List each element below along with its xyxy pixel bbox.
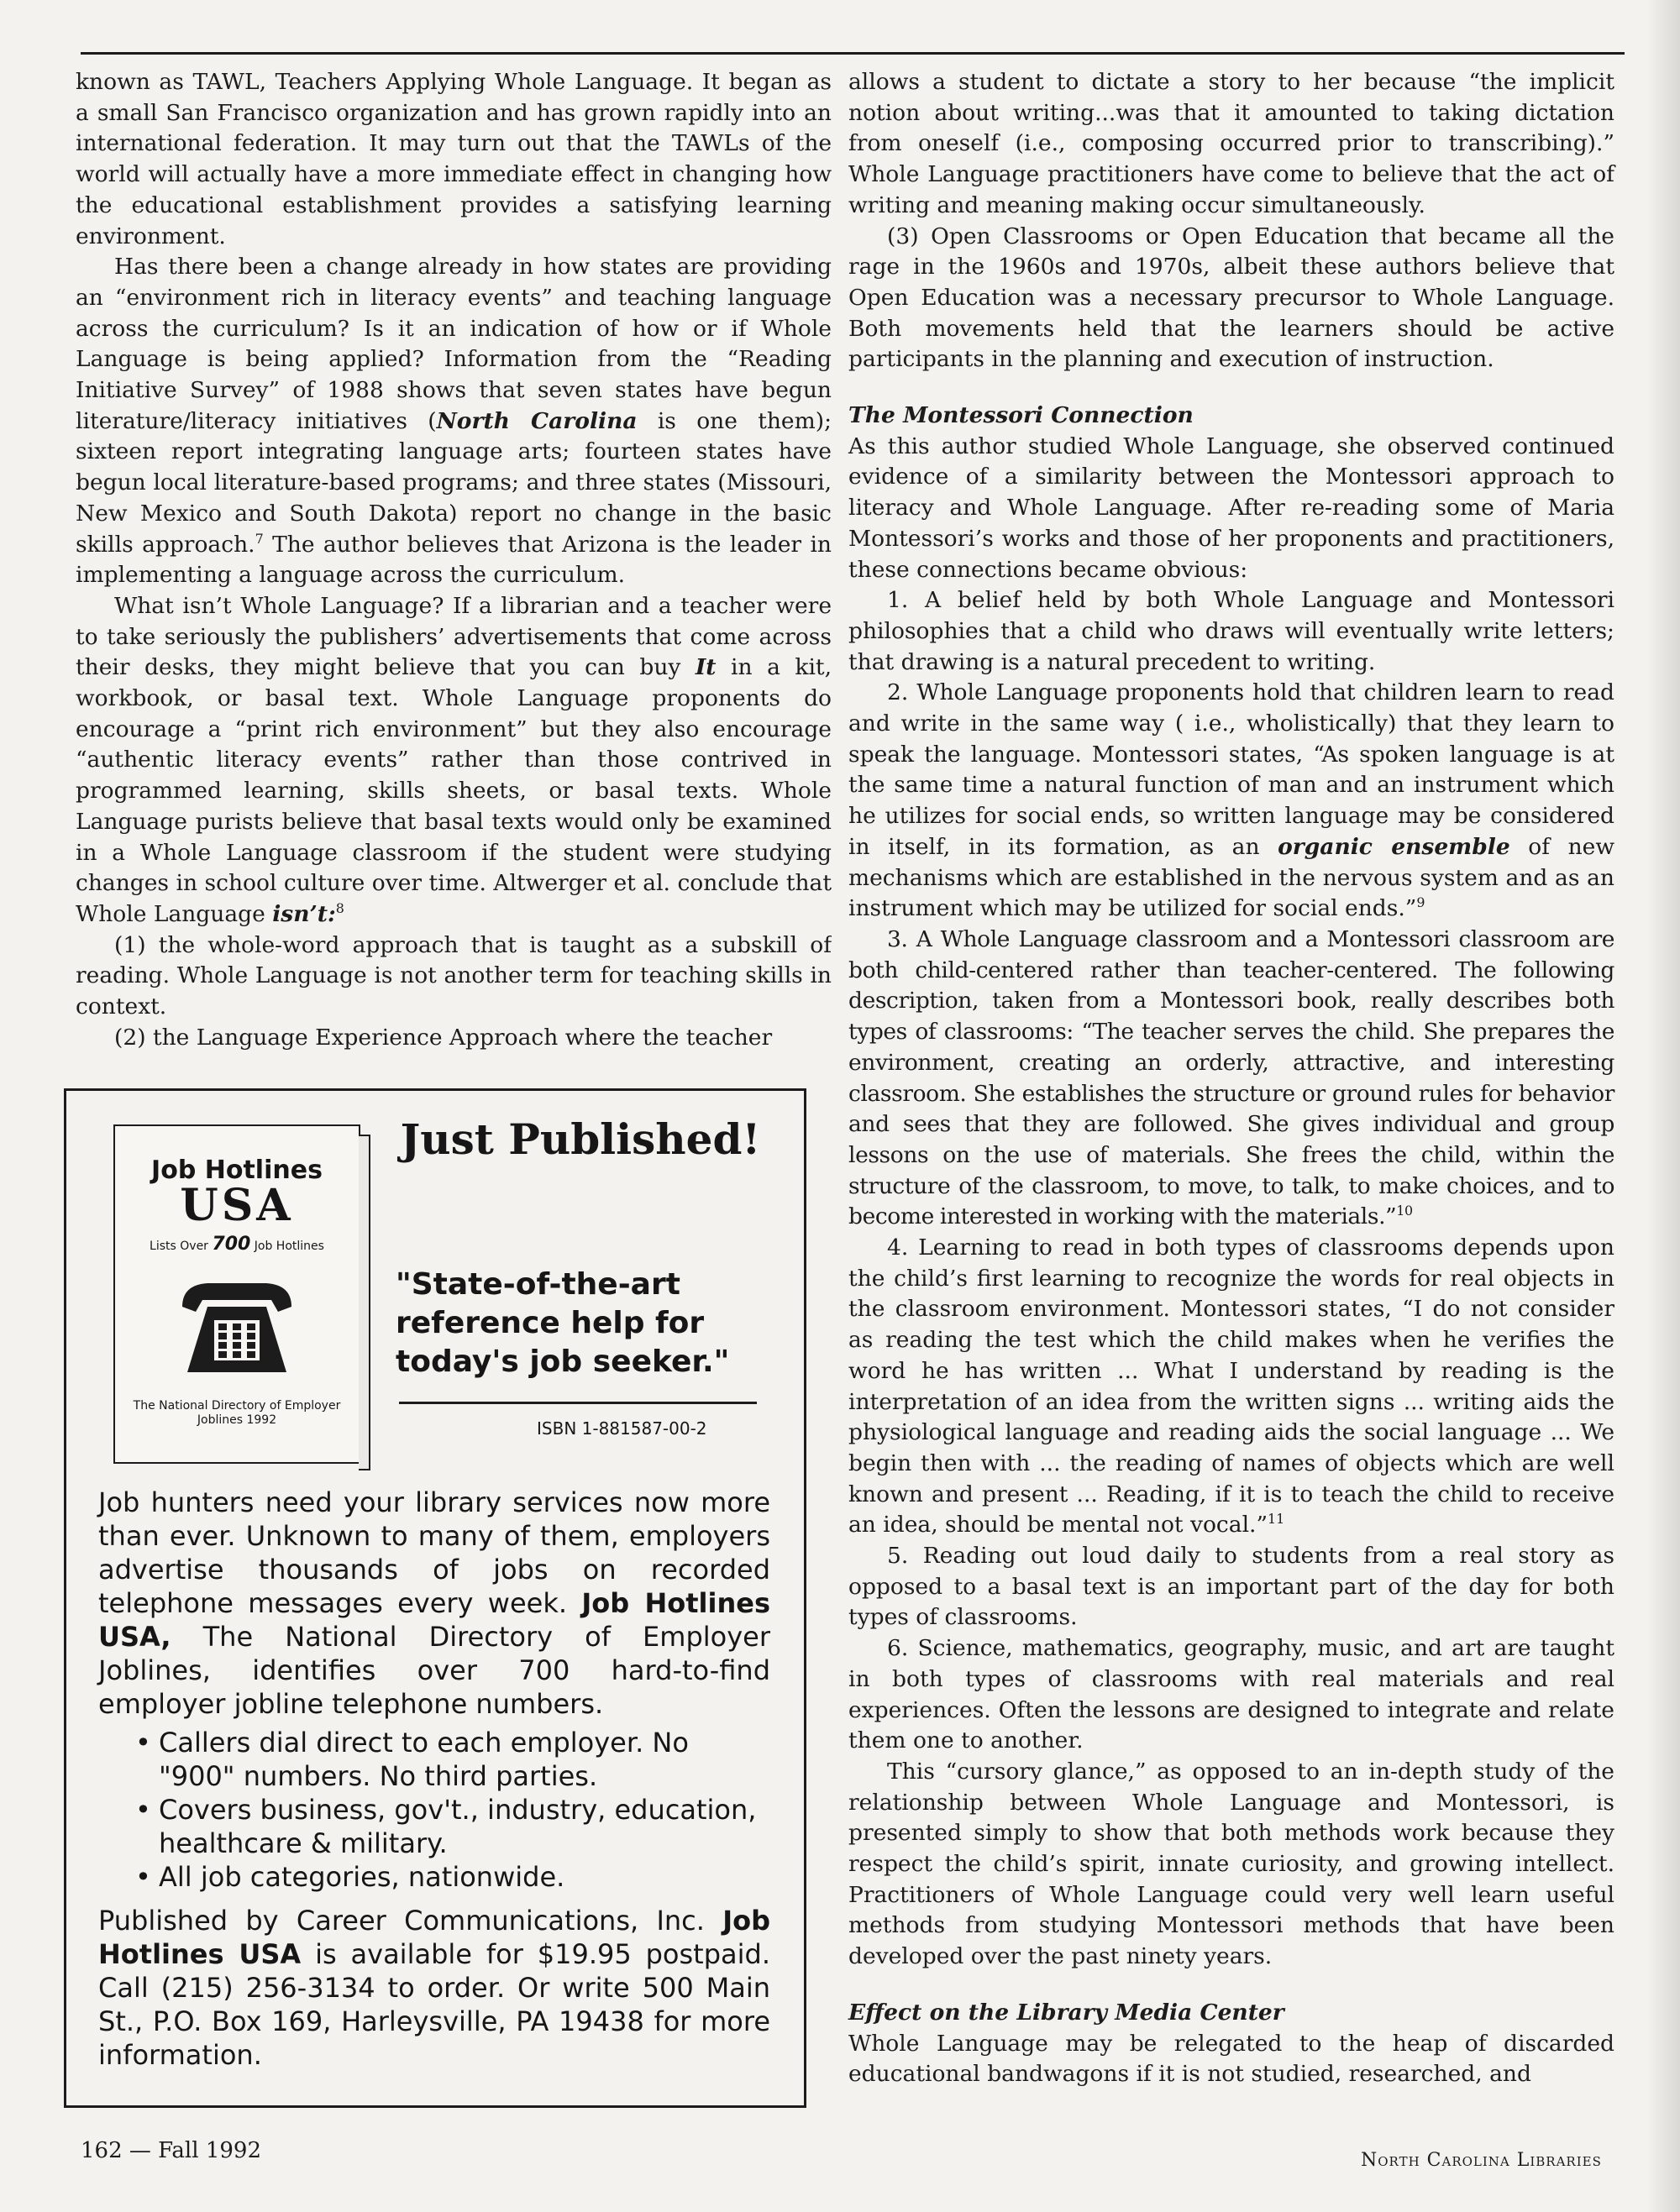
- right-column: [848, 67, 1614, 2090]
- section-heading: Effect on the Library Media Center: [848, 1999, 1284, 2026]
- paragraph: 2. Whole Language proponents hold that children learn to read and write in the same way ( i.e., wholistically) that they learn to speak the language. Montessori states, “As spoken language is at the same time a natural function of man and an instrument which he utilizes for social ends, so written language may be considered in itself, in its formation, as an organic ensemble of new mechanisms which are established in the nervous system and as an instrument which may be utilized for social ends.”$^9$: [848, 679, 1615, 922]
- paragraph: known as TAWL, Teachers Applying Whole Language. It began as a small San Francisco organization and has grown rapidly into an international federation. It may turn out that the TAWLs of the world will actually have a more immediate effect in changing how the educational establishment provides a satisfying learning environment.: [76, 69, 832, 249]
- paragraph: What isn’t Whole Language? If a librarian and a teacher were to take seriously the publishers’ advertisements that come across their desks, they might believe that you can buy It in a kit, workbook, or basal text. Whole Language proponents do encourage a “print rich environment” but they also encourage “authentic literacy events” rather than those contrived in programmed learning, skills sheets, or basal texts. Whole Language purists believe that basal texts would only be examined in a Whole Language classroom if the student were studying changes in school culture over time. Altwerger et al. conclude that Whole Language isn’t:$^8$: [76, 592, 832, 927]
- paragraph: Whole Language may be relegated to the heap of discarded educational bandwagons if it is not studied, researched, and: [848, 2030, 1614, 2088]
- advertisement: [64, 1088, 806, 2108]
- book-directory-label: The National Directory of Employer Joblines 1992: [133, 1399, 341, 1427]
- section-heading: The Montessori Connection: [848, 402, 1194, 429]
- footnote-ref: 9: [1416, 894, 1425, 911]
- left-column: [76, 67, 832, 1067]
- footnote-ref: 10: [1396, 1203, 1413, 1219]
- paragraph: (2) the Language Experience Approach where the teacher: [114, 1024, 773, 1051]
- list-item: • Callers dial direct to each employer. No "900" numbers. No third parties.: [159, 1726, 770, 1793]
- emphasis: isn’t:: [272, 900, 336, 927]
- ad-paragraph: Published by Career Communications, Inc. Job Hotlines USA is available for $19.95 postpaid. Call (215) 256-3134 to order. Or write 500 Main St., P.O. Box 169, Harleysville, PA 19438 for more information.: [98, 1905, 771, 2071]
- publication-name: North Carolina Libraries: [1361, 2150, 1602, 2171]
- ad-divider: [399, 1402, 757, 1404]
- paragraph: As this author studied Whole Language, she observed continued evidence of a similarity between the Montessori approach to literacy and Whole Language. After re-reading some of Maria Montessori’s works and those of her proponents and practitioners, these connections became obvious:: [848, 432, 1614, 583]
- book-cover: [113, 1124, 360, 1464]
- emphasis: organic ensemble: [1278, 833, 1510, 860]
- paragraph: 3. A Whole Language classroom and a Montessori classroom are both child-centered rather than teacher-centered. The following description, taken from a Montessori book, really describes both types of classrooms: “The teacher serves the child. She prepares the environment, creating an orderly, attractive, and interesting classroom. She establishes the structure or ground rules for behavior and sees that they are followed. She gives individual and group lessons on the use of materials. She frees the child, within the structure of the classroom, to move, to talk, to make choices, and to become interested in working with the materials.”$^{10}$: [848, 925, 1614, 1230]
- paragraph: 1. A belief held by both Whole Language and Montessori philosophies that a child who draws will eventually write letters; that drawing is a natural precedent to writing.: [848, 587, 1614, 675]
- paragraph: Has there been a change already in how states are providing an “environment rich in literacy events” and teaching language across the curriculum? Is it an indication of how or if Whole Language is being applied? Information from the “Reading Initiative Survey” of 1988 shows that seven states have begun literature/literacy initiatives (North Carolina is one them); sixteen report integrating language arts; fourteen states have begun local literature-based programs; and three states (Missouri, New Mexico and South Dakota) report no change in the basic skills approach.$^7$ The author believes that Arizona is the leader in implementing a language across the curriculum.: [76, 254, 832, 589]
- paragraph: This “cursory glance,” as opposed to an in-depth study of the relationship between Whole Language and Montessori, is presented simply to show that both methods work because they respect the child’s spirit, innate curiosity, and growing intellect. Practitioners of Whole Language could very well learn useful methods from studying Montessori methods that have been developed over the past ninety years.: [848, 1758, 1614, 1970]
- emphasis: North Carolina: [436, 407, 638, 434]
- header-rule: [81, 52, 1625, 55]
- paragraph: (1) the whole-word approach that is taught as a subskill of reading. Whole Language is not another term for teaching skills in context.: [76, 931, 832, 1020]
- paragraph: 4. Learning to read in both types of classrooms depends upon the child’s first learning to recognize the words for real objects in the classroom environment. Montessori states, “I do not consider as reading the test which the child makes when he verifies the word he has written ... What I understand by reading is the interpretation of an idea from the written signs ... writing aids the physiological language and reading aids the social language ... We begin then with ... the reading of names of objects which are well known and present ... Reading, if it is to teach the child to receive an idea, should be mental not vocal.”$^{11}$: [848, 1234, 1614, 1538]
- list-item: • All job categories, nationwide.: [159, 1860, 770, 1894]
- book-subtitle: Lists Over 700 Job Hotlines: [150, 1234, 324, 1255]
- ad-headline: Just Published!: [400, 1114, 761, 1164]
- book-title: Job Hotlines: [151, 1156, 323, 1185]
- ad-bullet-list: [98, 1726, 770, 1894]
- paragraph: allows a student to dictate a story to her because “the implicit notion about writing...was that it amounted to taking dictation from oneself (i.e., composing occurred prior to transcribing).” Whole Language practitioners have come to believe that the act of writing and meaning making occur simultaneously.: [848, 69, 1614, 218]
- ad-isbn: ISBN 1-881587-00-2: [537, 1418, 707, 1439]
- page-number: 162 — Fall 1992: [81, 2138, 261, 2163]
- footnote-ref: 7: [255, 530, 264, 547]
- ad-paragraph: Job hunters need your library services now more than ever. Unknown to many of them, employers advertise thousands of jobs on recorded telephone messages every week. Job Hotlines USA, The National Directory of Employer Joblines, identifies over 700 hard-to-find employer jobline telephone numbers.: [98, 1486, 771, 1720]
- ad-quote: "State-of-the-art reference help for today's job seeker.": [396, 1267, 730, 1379]
- paragraph: 5. Reading out loud daily to students from a real story as opposed to a basal text is an important part of the day for both types of classrooms.: [848, 1543, 1614, 1631]
- ad-body: [98, 1486, 770, 2072]
- page-edge: [1646, 0, 1680, 2212]
- emphasis: It: [695, 654, 717, 681]
- footnote-ref: 11: [1268, 1511, 1285, 1528]
- paragraph: (3) Open Classrooms or Open Education that became all the rage in the 1960s and 1970s, albeit these authors believe that Open Education was a necessary precursor to Whole Language. Both movements held that the learners should be active participants in the planning and execution of instruction.: [848, 223, 1614, 373]
- list-item: • Covers business, gov't., industry, education, healthcare & military.: [159, 1793, 770, 1860]
- footnote-ref: 8: [335, 900, 344, 917]
- paragraph: 6. Science, mathematics, geography, music, and art are taught in both types of classrooms with real materials and real experiences. Often the lessons are designed to integrate and relate them one to another.: [848, 1635, 1614, 1754]
- telephone-icon: [174, 1273, 300, 1381]
- book-usa: USA: [180, 1180, 294, 1231]
